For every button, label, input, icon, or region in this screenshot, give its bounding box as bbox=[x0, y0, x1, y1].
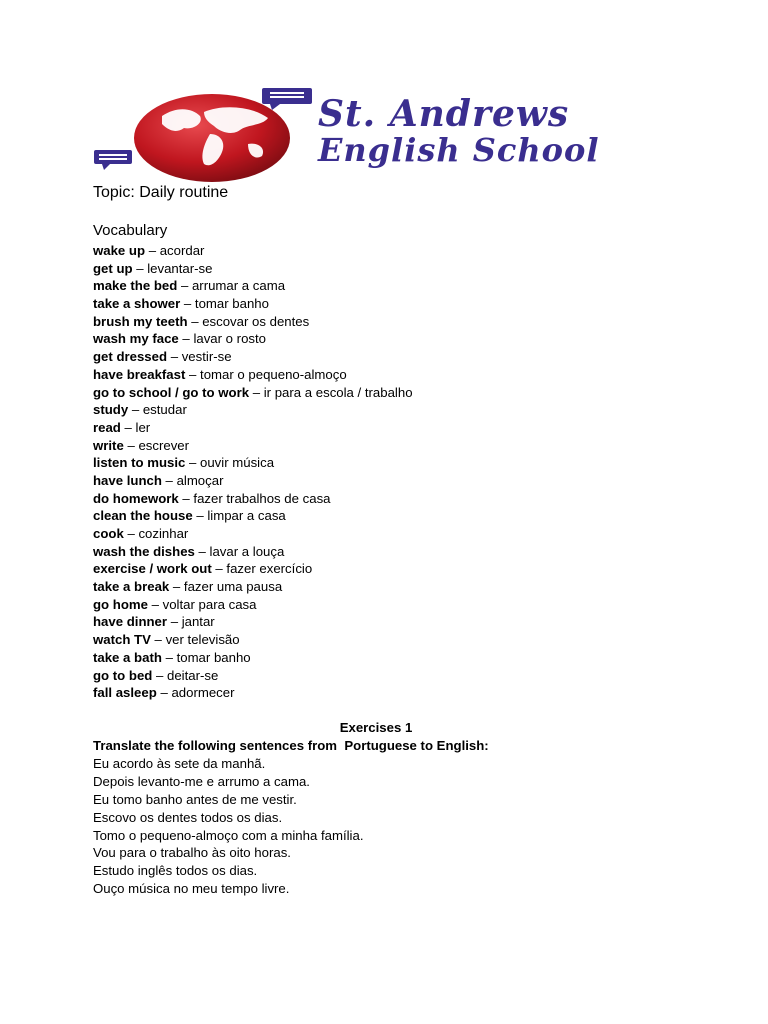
vocabulary-item bbox=[93, 472, 413, 490]
vocabulary-item bbox=[93, 330, 413, 348]
vocabulary-separator: – bbox=[178, 331, 194, 347]
vocabulary-term: take a bath bbox=[93, 649, 162, 665]
vocabulary-translation: tomar o pequeno-almoço bbox=[200, 366, 347, 382]
vocabulary-separator: – bbox=[167, 349, 182, 365]
vocabulary-item bbox=[93, 490, 413, 508]
vocabulary-term: have dinner bbox=[93, 614, 168, 630]
vocabulary-item bbox=[93, 596, 413, 614]
vocabulary-item bbox=[93, 543, 413, 561]
vocabulary-translation: almoçar bbox=[176, 472, 224, 488]
vocabulary-item bbox=[93, 242, 413, 260]
vocabulary-term: take a break bbox=[93, 579, 170, 595]
school-name-line2: English School bbox=[318, 131, 600, 169]
vocabulary-item bbox=[93, 260, 413, 278]
vocabulary-separator: – bbox=[156, 685, 172, 701]
vocabulary-separator: – bbox=[123, 437, 139, 453]
vocabulary-separator: – bbox=[150, 632, 166, 648]
exercise-sentence: Tomo o pequeno-almoço com a minha família. bbox=[93, 827, 364, 843]
vocabulary-translation: cozinhar bbox=[138, 526, 189, 541]
vocabulary-separator: – bbox=[152, 667, 168, 683]
vocabulary-term: watch TV bbox=[93, 632, 151, 648]
vocabulary-item bbox=[93, 454, 413, 472]
vocabulary-separator: – bbox=[120, 419, 136, 435]
vocabulary-item bbox=[93, 401, 413, 419]
vocabulary-translation: ouvir música bbox=[200, 455, 275, 471]
vocabulary-translation: acordar bbox=[159, 243, 205, 258]
exercise-sentence: Estudo inglês todos os dias. bbox=[93, 863, 258, 879]
vocabulary-item bbox=[93, 649, 413, 667]
vocabulary-translation: tomar banho bbox=[194, 296, 269, 312]
vocabulary-translation: lavar o rosto bbox=[193, 331, 267, 347]
vocabulary-translation: tomar banho bbox=[176, 649, 251, 665]
vocabulary-translation: adormecer bbox=[171, 685, 235, 701]
vocabulary-term: take a shower bbox=[93, 296, 181, 312]
vocabulary-term: get dressed bbox=[93, 349, 168, 365]
vocabulary-separator: – bbox=[178, 490, 194, 506]
vocabulary-term: wake up bbox=[93, 243, 146, 258]
vocabulary-item bbox=[93, 578, 413, 596]
exercise-sentence: Eu tomo banho antes de me vestir. bbox=[93, 791, 297, 807]
exercise-sentence: Eu acordo às sete da manhã. bbox=[93, 756, 266, 771]
topic-title: Topic: Daily routine bbox=[93, 184, 229, 201]
vocabulary-term: go to school / go to work bbox=[93, 384, 250, 400]
vocabulary-item bbox=[93, 384, 413, 402]
vocabulary-translation: ler bbox=[135, 419, 151, 435]
vocabulary-separator: – bbox=[169, 579, 184, 595]
vocabulary-term: write bbox=[93, 437, 124, 453]
vocabulary-heading: Vocabulary bbox=[93, 222, 168, 239]
vocabulary-separator: – bbox=[187, 313, 203, 329]
vocabulary-separator: – bbox=[167, 614, 182, 630]
vocabulary-translation: estudar bbox=[142, 402, 187, 418]
vocabulary-term: wash the dishes bbox=[93, 543, 195, 559]
exercise-sentence: Vou para o trabalho às oito horas. bbox=[93, 845, 291, 861]
exercise-sentence: Ouço música no meu tempo livre. bbox=[93, 881, 290, 897]
vocabulary-item bbox=[93, 366, 413, 384]
globe-icon bbox=[92, 86, 322, 186]
vocabulary-translation: limpar a casa bbox=[207, 508, 286, 524]
vocabulary-separator: – bbox=[123, 526, 139, 541]
vocabulary-term: fall asleep bbox=[93, 685, 157, 701]
vocabulary-translation: escovar os dentes bbox=[202, 313, 310, 329]
exercise-sentence: Escovo os dentes todos os dias. bbox=[93, 809, 283, 825]
vocabulary-term: exercise / work out bbox=[93, 561, 212, 577]
vocabulary-item bbox=[93, 613, 413, 631]
exercise-sentence: Depois levanto-me e arrumo a cama. bbox=[93, 773, 310, 789]
vocabulary-separator: – bbox=[132, 260, 148, 276]
vocabulary-translation: deitar-se bbox=[167, 667, 219, 683]
vocabulary-term: do homework bbox=[93, 490, 179, 506]
vocabulary-translation: lavar a louça bbox=[209, 543, 285, 559]
vocabulary-separator: – bbox=[249, 384, 264, 400]
vocabulary-term: go home bbox=[93, 596, 148, 612]
speech-bubble-right-icon bbox=[262, 88, 312, 110]
vocabulary-translation: vestir-se bbox=[181, 349, 232, 365]
vocabulary-item bbox=[93, 507, 413, 525]
vocabulary-term: cook bbox=[93, 526, 124, 541]
vocabulary-separator: – bbox=[192, 508, 208, 524]
vocabulary-separator: – bbox=[128, 402, 143, 418]
vocabulary-item bbox=[93, 348, 413, 366]
vocabulary-item bbox=[93, 631, 413, 649]
vocabulary-term: read bbox=[93, 419, 121, 435]
vocabulary-translation: arrumar a cama bbox=[191, 278, 286, 294]
vocabulary-separator: – bbox=[194, 543, 210, 559]
vocabulary-translation: ver televisão bbox=[165, 632, 240, 648]
vocabulary-item bbox=[93, 560, 413, 578]
vocabulary-translation: fazer uma pausa bbox=[183, 579, 283, 595]
exercise-sentences bbox=[93, 755, 363, 898]
vocabulary-item bbox=[93, 684, 413, 702]
vocabulary-translation: ir para a escola / trabalho bbox=[263, 384, 413, 400]
vocabulary-list bbox=[93, 242, 413, 702]
vocabulary-separator: – bbox=[185, 455, 201, 471]
school-name bbox=[318, 93, 600, 169]
vocabulary-translation: fazer trabalhos de casa bbox=[193, 490, 331, 506]
vocabulary-term: make the bed bbox=[93, 278, 178, 294]
vocabulary-item bbox=[93, 437, 413, 455]
vocabulary-translation: escrever bbox=[138, 437, 190, 453]
vocabulary-term: wash my face bbox=[93, 331, 179, 347]
vocabulary-term: get up bbox=[93, 260, 133, 276]
vocabulary-term: go to bed bbox=[93, 667, 153, 683]
exercise-title: Exercises 1 bbox=[339, 720, 413, 735]
vocabulary-item bbox=[93, 419, 413, 437]
vocabulary-separator: – bbox=[180, 296, 195, 312]
vocabulary-item bbox=[93, 295, 413, 313]
vocabulary-item bbox=[93, 313, 413, 331]
vocabulary-term: have breakfast bbox=[93, 366, 186, 382]
vocabulary-translation: fazer exercício bbox=[226, 561, 313, 577]
vocabulary-translation: levantar-se bbox=[147, 260, 213, 276]
vocabulary-term: listen to music bbox=[93, 455, 186, 471]
vocabulary-item bbox=[93, 525, 413, 543]
vocabulary-separator: – bbox=[177, 278, 192, 294]
vocabulary-translation: jantar bbox=[181, 614, 215, 630]
vocabulary-separator: – bbox=[161, 649, 177, 665]
vocabulary-term: study bbox=[93, 402, 129, 418]
vocabulary-separator: – bbox=[211, 561, 227, 577]
vocabulary-translation: voltar para casa bbox=[162, 596, 257, 612]
speech-bubble-left-icon bbox=[94, 150, 132, 170]
vocabulary-term: have lunch bbox=[93, 472, 162, 488]
vocabulary-separator: – bbox=[145, 243, 160, 258]
vocabulary-item bbox=[93, 667, 413, 685]
exercise-instruction: Translate the following sentences from Portuguese to English: bbox=[93, 738, 489, 753]
vocabulary-item bbox=[93, 277, 413, 295]
vocabulary-term: clean the house bbox=[93, 508, 193, 524]
school-name-line1: St. Andrews bbox=[318, 93, 570, 135]
vocabulary-term: brush my teeth bbox=[93, 313, 188, 329]
vocabulary-separator: – bbox=[185, 366, 201, 382]
vocabulary-separator: – bbox=[161, 472, 177, 488]
vocabulary-separator: – bbox=[147, 596, 163, 612]
